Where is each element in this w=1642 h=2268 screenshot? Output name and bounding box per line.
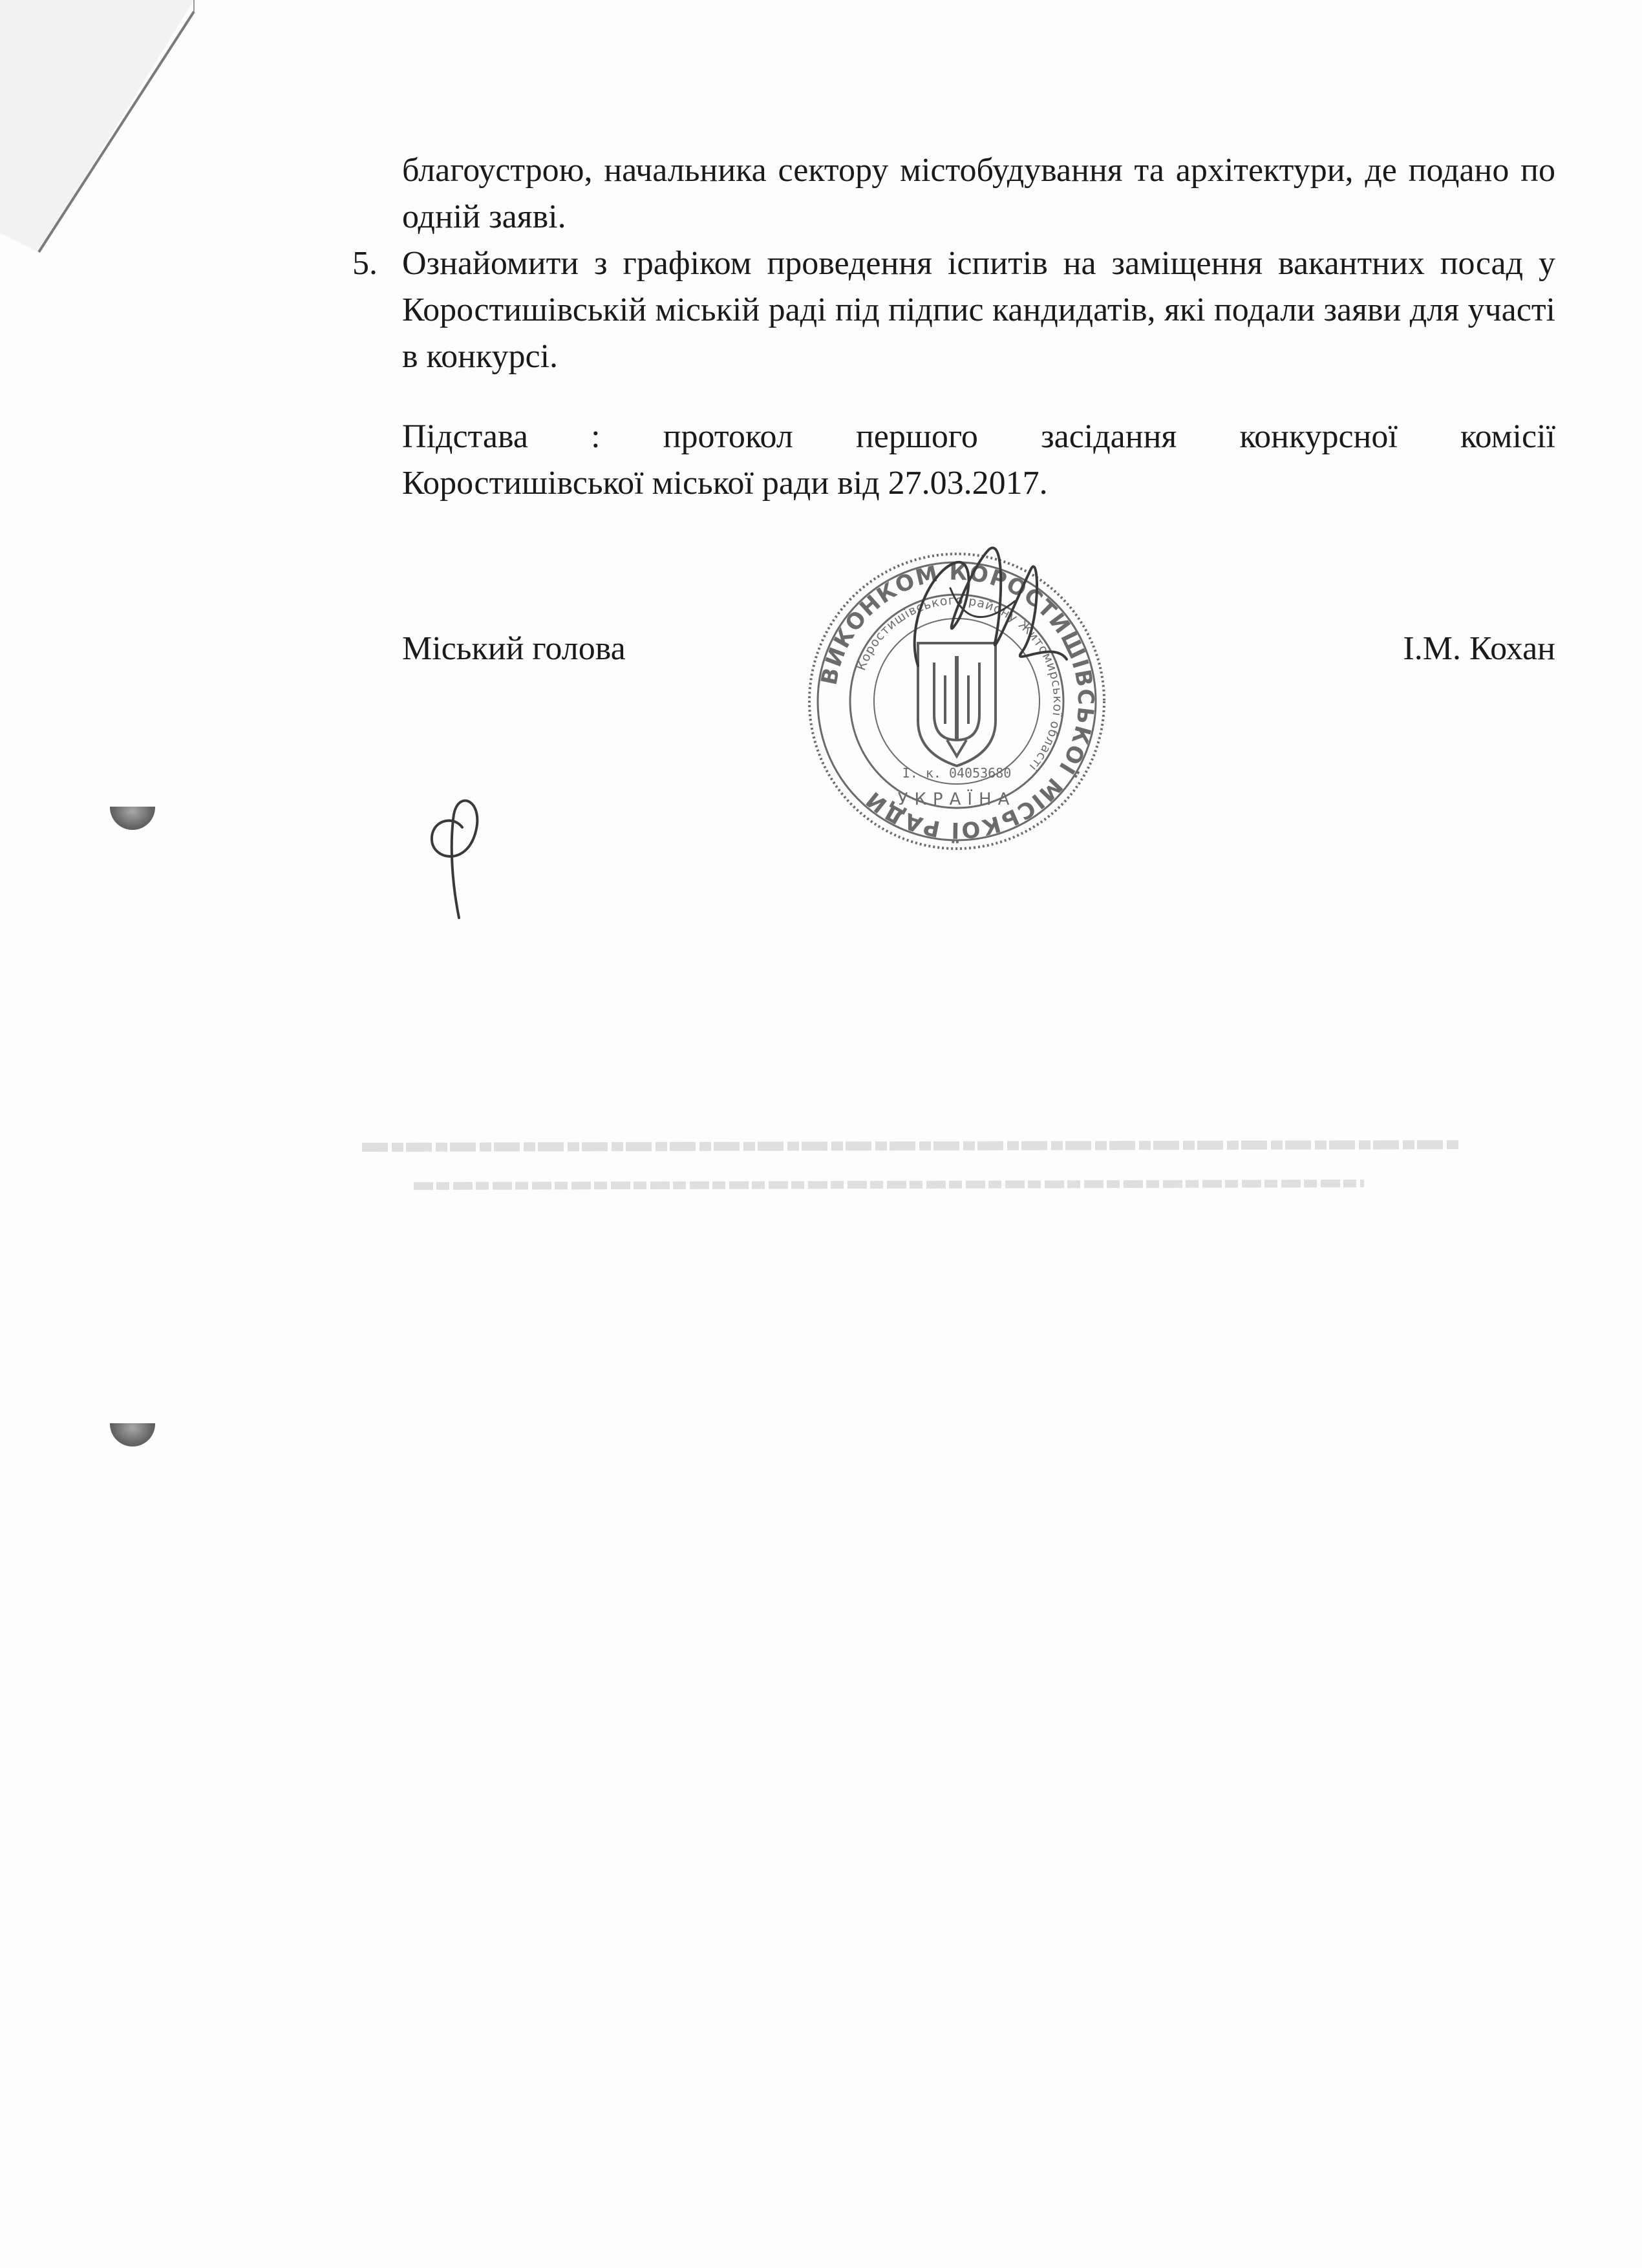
punch-hole-bottom [110, 1423, 155, 1447]
seal-bottom-text: УКРАЇНА [897, 790, 1016, 809]
basis-line-2: Коростишівської міської ради від 27.03.2017. [402, 465, 1048, 502]
basis-word: Підстава [402, 418, 528, 455]
seal-code-text: І. к. 04053680 [902, 765, 1012, 781]
seal-outer-text: ВИКОНКОМ КОРОСТИШІВСЬКОЇ МІСЬКОЇ РАДИ [816, 559, 1099, 843]
signature-row [402, 626, 1555, 672]
bleed-through-artifact [362, 1128, 1461, 1205]
initials-signature [414, 789, 504, 931]
basis-word: першого [855, 418, 978, 455]
signatory-name: І.М. Кохан [1403, 630, 1555, 667]
punch-hole-top [110, 807, 155, 830]
basis-word: : [591, 418, 601, 455]
mayor-signature [892, 530, 1086, 698]
basis-word: протокол [663, 418, 793, 455]
page-fold-artifact [0, 0, 207, 271]
basis-paragraph [402, 414, 1555, 507]
basis-word: конкурсної [1239, 418, 1398, 455]
seal-inner-text: Коростишівського району Житомирської області [854, 593, 1065, 774]
paragraph-continuation: благоустрою, начальника сектору містобудування та архітектури, де подано по одній заяві. [402, 152, 1555, 235]
basis-word: комісії [1460, 418, 1555, 455]
signatory-title: Міський голова [402, 630, 626, 667]
basis-word: засідання [1041, 418, 1177, 455]
list-item-text: Ознайомити з графіком проведення іспитів на заміщення вакантних посад у Коростишівській міській раді під підпис кандидатів, які подали заяви для участі в конкурсі. [402, 245, 1555, 375]
list-item-number: 5. [352, 245, 378, 282]
basis-line-1 [402, 414, 1555, 460]
